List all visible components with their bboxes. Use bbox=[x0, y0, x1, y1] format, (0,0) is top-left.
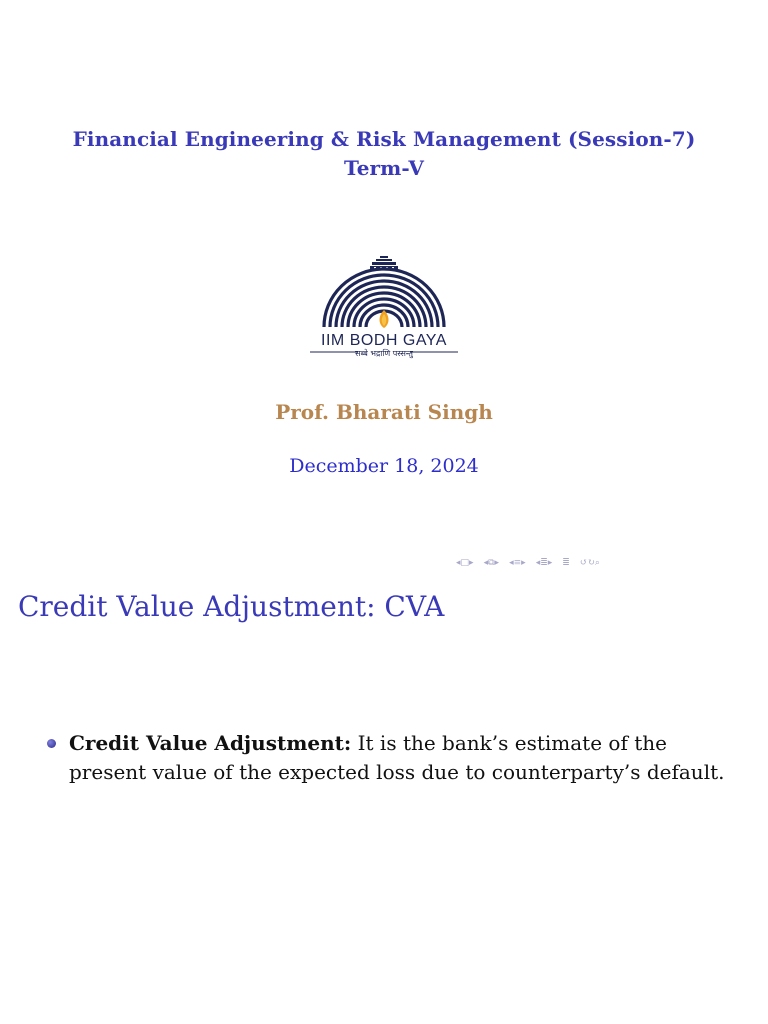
presentation-title: Financial Engineering & Risk Management (Session-7) bbox=[72, 127, 696, 151]
frame-title: Credit Value Adjustment: CVA bbox=[18, 590, 445, 623]
nav-frame-icon[interactable]: □ bbox=[460, 558, 470, 568]
presentation-date: December 18, 2024 bbox=[289, 455, 479, 477]
logo-name: IIM BODH GAYA bbox=[321, 332, 447, 349]
nav-align-icon[interactable]: ≣ bbox=[562, 558, 570, 568]
content-slide bbox=[0, 512, 768, 1024]
bullet-icon bbox=[47, 739, 56, 748]
nav-prev-section-icon[interactable]: ◂ bbox=[509, 558, 514, 568]
nav-prev-frame-icon[interactable]: ◂ bbox=[456, 558, 461, 568]
nav-next-frame-icon[interactable]: ▸ bbox=[469, 558, 474, 568]
author-name: Prof. Bharati Singh bbox=[275, 400, 493, 424]
nav-search-icon[interactable]: ↺↻⌕ bbox=[579, 558, 600, 568]
nav-part-icon[interactable]: ≣ bbox=[540, 558, 548, 568]
nav-next-section-icon[interactable]: ▸ bbox=[521, 558, 526, 568]
bullet-definition: It is the bank’s estimate of the present value of the expected loss due to counterparty’s default. bbox=[69, 731, 725, 784]
nav-next-part-icon[interactable]: ▸ bbox=[547, 558, 553, 568]
beamer-navigation-bar bbox=[456, 556, 756, 570]
iim-bodh-gaya-logo bbox=[302, 252, 466, 364]
presentation-subtitle: Term-V bbox=[344, 156, 424, 180]
bullet-text bbox=[69, 729, 739, 787]
nav-subsection-icon[interactable]: ⧉ bbox=[488, 558, 495, 568]
nav-section-icon[interactable]: ≡ bbox=[513, 558, 522, 568]
nav-prev-part-icon[interactable]: ◂ bbox=[535, 558, 541, 568]
nav-prev-subsection-icon[interactable]: ◂ bbox=[483, 558, 489, 568]
bullet-term: Credit Value Adjustment: bbox=[69, 731, 352, 755]
nav-next-subsection-icon[interactable]: ▸ bbox=[494, 558, 500, 568]
logo-motto: सब्बे भद्राणि पस्सन्तु bbox=[355, 349, 413, 358]
